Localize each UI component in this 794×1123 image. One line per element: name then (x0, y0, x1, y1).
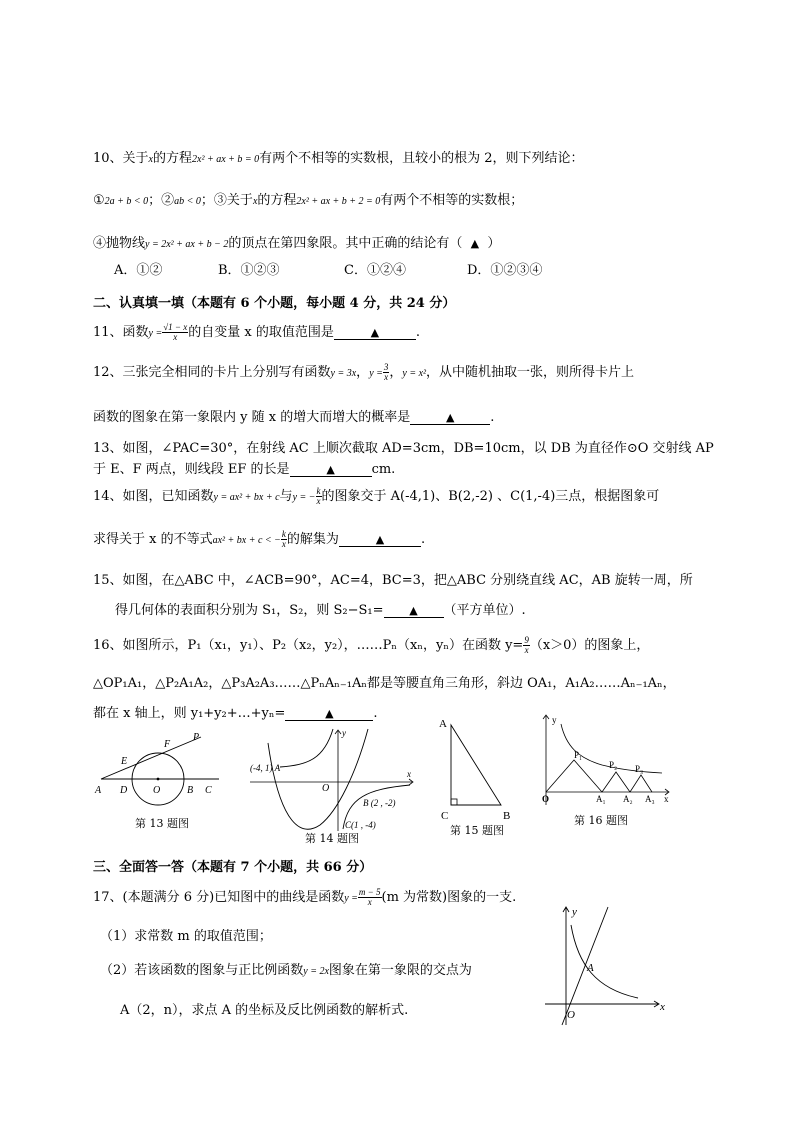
q17-part2: （2）若该函数的图象与正比例函数y = 2x图象在第一象限的交点为 (100, 963, 472, 978)
label-a: A (439, 718, 447, 730)
q15-answer-blank[interactable]: ▲ (384, 604, 444, 618)
fig14-caption: 第 14 题图 (305, 832, 359, 845)
answer-triangle: ▲ (470, 237, 480, 250)
label-c: C (205, 785, 212, 796)
fig16-caption: 第 16 题图 (574, 814, 628, 827)
figure-17 (540, 905, 675, 1030)
triangle-abc (451, 725, 501, 805)
fig13-caption: 第 13 题图 (135, 817, 189, 830)
q10-equation: 2x² + ax + b = 0 (192, 154, 260, 165)
fig15-caption: 第 15 题图 (450, 824, 504, 837)
triangle-op1a1 (546, 760, 602, 792)
figure-14 (250, 727, 420, 832)
q10-option-c: C．①②④ (344, 263, 406, 278)
line-y-2x (562, 907, 608, 1025)
label-origin: O (567, 1009, 575, 1021)
label-y: y (552, 715, 557, 725)
label-o: O (542, 794, 550, 804)
q10-option-d: D．①②③④ (467, 263, 543, 278)
label-a: A (95, 785, 102, 796)
q10-option-b: B．①②③ (218, 263, 280, 278)
label-b: B (503, 810, 511, 822)
right-angle-mark (451, 799, 457, 805)
q12-line2: 函数的图象在第一象限内 y 随 x 的增大而增大的概率是 ▲ . (93, 410, 495, 425)
q10-line1: 10、关于x的方程2x² + ax + b = 0有两个不相等的实数根，且较小的根为 2，则下列结论： (93, 151, 584, 166)
hyperbola-branch (571, 925, 638, 998)
ray-ap (101, 737, 201, 779)
label-p: P (193, 732, 200, 743)
label-point-b: B (2 , -2) (363, 798, 396, 808)
label-y: y (342, 728, 346, 738)
label-point-c: C(1 , -4) (345, 820, 376, 830)
parabola (268, 729, 368, 829)
q17-line1: 17、(本题满分 6 分)已知图中的曲线是函数y = $\frac{m - 5}{x}$ (m 为常数)图象的一支. (93, 887, 517, 907)
triangle-p2a1a2 (602, 772, 630, 792)
q10-line3: ④抛物线y = 2x² + ax + b − 2的顶点在第四象限。其中正确的结论有（ ▲ ） (93, 236, 501, 251)
q13-line1: 13、如图，∠PAC=30°，在射线 AC 上顺次截取 AD=3cm，DB=10cm，以 DB 为直径作⊙O 交射线 AP (93, 441, 714, 456)
figure-13 (95, 730, 225, 800)
figure-16 (530, 710, 675, 810)
q16-answer-blank[interactable]: ▲ (285, 707, 373, 721)
q16-line3: 都在 x 轴上，则 y₁+y₂+…+yₙ= ▲ . (93, 706, 378, 721)
section2-title: 二、认真填一填（本题有 6 个小题，每小题 4 分，共 24 分） (93, 296, 456, 311)
q11-answer-blank[interactable]: ▲ (334, 326, 416, 340)
label-p2: P₂ (609, 760, 618, 770)
label-e: E (121, 756, 128, 767)
q13-answer-blank[interactable]: ▲ (290, 463, 372, 477)
label-y: y (572, 906, 577, 918)
triangle-p3a2a3 (630, 775, 652, 792)
hyperbola-left (280, 729, 333, 767)
q14-line2: 求得关于 x 的不等式ax² + bx + c < − $\frac{k}{x}$ 的解集为 ▲ . (93, 529, 426, 549)
q14-line1: 14、如图，已知函数y = ax² + bx + c与y = − $\frac{k}{x}$ 的图象交于 A(-4,1)、B(2,-2) 、C(1,-4)三点，根据图象可 (93, 486, 660, 506)
label-p1: P₁ (574, 750, 583, 760)
label-x: x (664, 794, 669, 804)
q11-fraction: $\frac{√1 - x}{x}$ (163, 322, 188, 342)
q15-line2: 得几何体的表面积分别为 S₁，S₂，则 S₂−S₁= ▲ （平方单位）. (115, 603, 526, 618)
q15-line1: 15、如图，在△ABC 中，∠ACB=90°，AC=4，BC=3，把△ABC 分别绕直线 AC，AB 旋转一周，所 (93, 573, 693, 588)
label-point-a: A (587, 962, 594, 974)
label-c: C (441, 810, 449, 822)
label-x: x (660, 1001, 665, 1013)
center-o (157, 778, 160, 781)
label-p3: P₃ (635, 764, 644, 774)
q12-line1: 12、三张完全相同的卡片上分别写有函数y = 3x，y = $\frac{3}{x}$ ，y = x²，从中随机抽取一张，则所得卡片上 (93, 362, 635, 382)
label-o: O (153, 785, 161, 796)
label-a1: A₁ (596, 794, 606, 804)
label-point-a: (-4, 1) A (250, 763, 281, 773)
label-b: B (187, 785, 194, 796)
q13-line2: 于 E、F 两点，则线段 EF 的长是 ▲ cm. (93, 462, 396, 477)
q17-part3: A（2，n），求点 A 的坐标及反比例函数的解析式. (120, 1003, 409, 1018)
label-a3: A₃ (645, 794, 655, 804)
label-a2: A₂ (623, 794, 633, 804)
q10-option-a: A．①② (114, 263, 163, 278)
label-x: x (407, 769, 411, 779)
q10-line2: ①2a + b < 0；②ab < 0；③关于x的方程2x² + ax + b + 2 = 0有两个不相等的实数根； (93, 193, 524, 208)
label-d: D (120, 785, 128, 796)
figure-15 (437, 715, 522, 822)
label-origin: O (322, 783, 330, 794)
q14-answer-blank[interactable]: ▲ (339, 533, 421, 547)
q16-line2: △OP₁A₁，△P₂A₁A₂，△P₃A₂A₃……△PₙAₙ₋₁Aₙ都是等腰直角三角形，斜边 OA₁，A₁A₂……Aₙ₋₁Aₙ， (93, 676, 676, 691)
q12-answer-blank[interactable]: ▲ (410, 411, 490, 425)
q16-line1: 16、如图所示，P₁（x₁，y₁）、P₂（x₂，y₂），……Pₙ（xₙ，yₙ）在函数 y= $\frac{9}{x}$ （x＞0）的图象上， (93, 635, 650, 655)
section3-title: 三、全面答一答（本题有 7 个小题，共 66 分） (93, 860, 373, 875)
label-f: F (164, 739, 171, 750)
q11: 11、函数y = $\frac{√1 - x}{x}$ 的自变量 x 的取值范围是 ▲ . (93, 322, 420, 342)
q17-part1: （1）求常数 m 的取值范围； (100, 929, 272, 944)
